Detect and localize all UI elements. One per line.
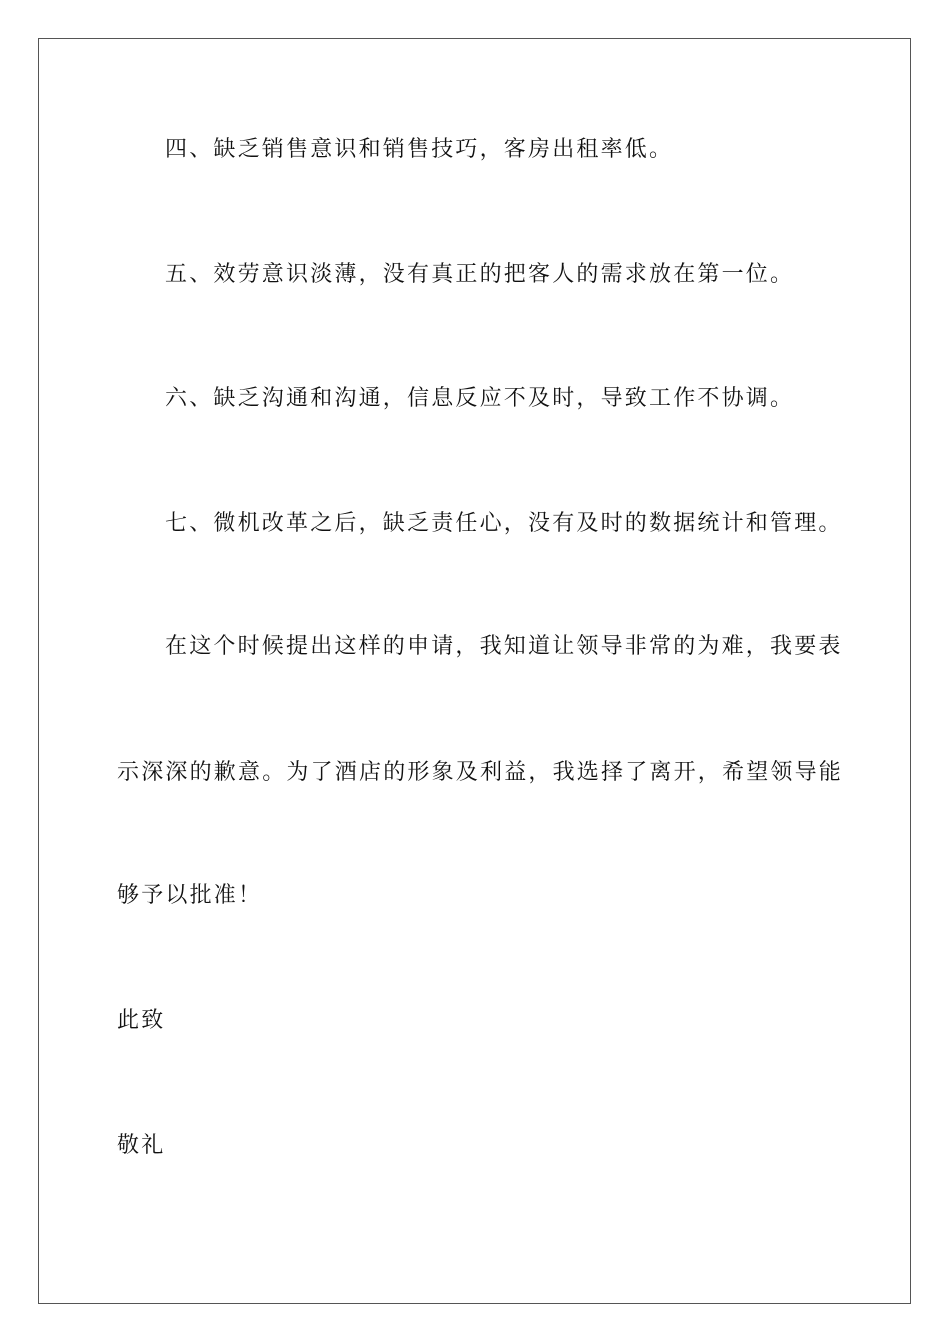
closing-paragraph-line-1: 在这个时候提出这样的申请，我知道让领导非常的为难，我要表: [165, 634, 843, 659]
page-border: [38, 38, 911, 1304]
closing-paragraph-line-2: 示深深的歉意。为了酒店的形象及利益，我选择了离开，希望领导能: [117, 760, 844, 785]
paragraph-item-6: 六、缺乏沟通和沟通，信息反应不及时，导致工作不协调。: [165, 386, 795, 411]
paragraph-item-4: 四、缺乏销售意识和销售技巧，客房出租率低。: [165, 137, 674, 162]
salutation-cizhi: 此致: [117, 1008, 166, 1033]
closing-paragraph-line-3: 够予以批准！: [117, 883, 263, 908]
salutation-jingli: 敬礼: [117, 1133, 166, 1158]
paragraph-item-7: 七、微机改革之后，缺乏责任心，没有及时的数据统计和管理。: [165, 511, 843, 536]
paragraph-item-5: 五、效劳意识淡薄，没有真正的把客人的需求放在第一位。: [165, 262, 795, 287]
